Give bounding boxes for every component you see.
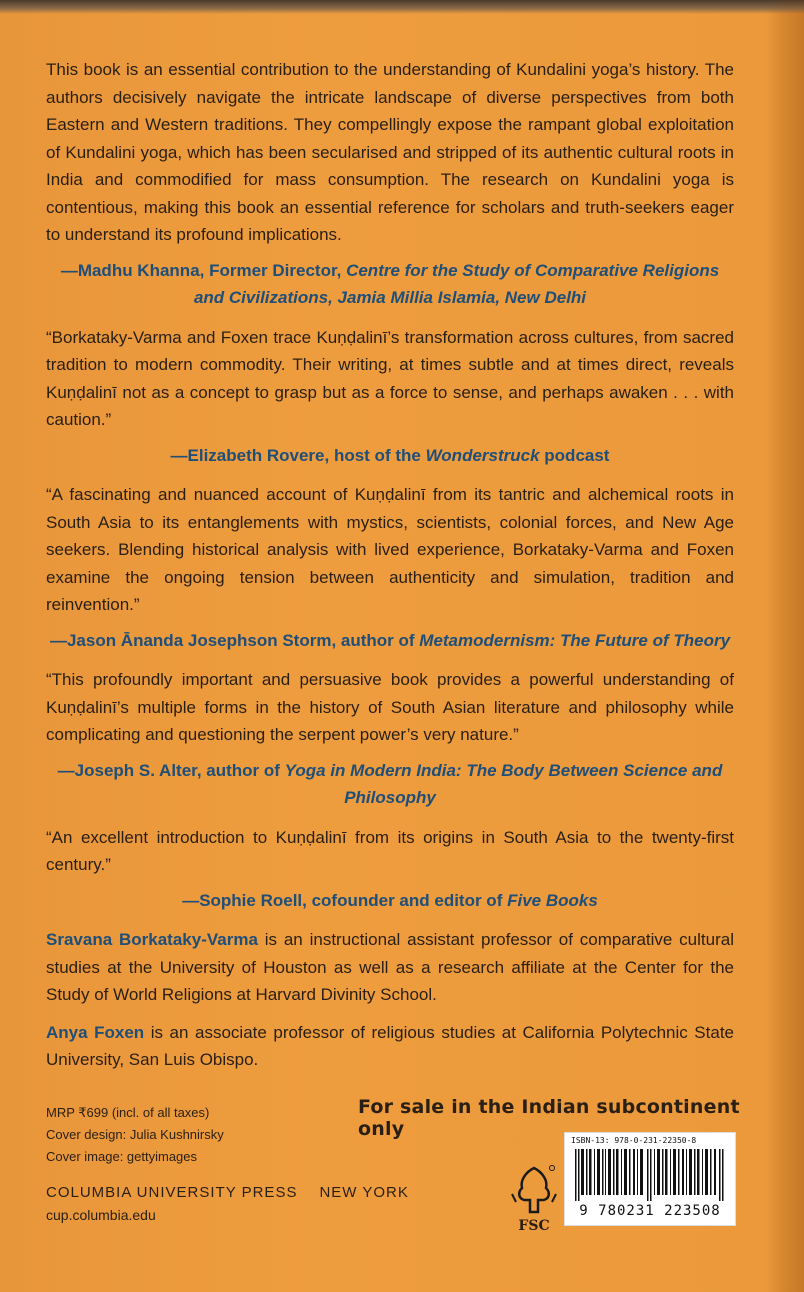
fsc-logo (508, 1162, 560, 1242)
blurb-text: “Borkataky-Varma and Foxen trace Kuṇḍalinī’s transformation across cultures, from sacred tradition to modern commodity. Their writing, at times subtle and at times direct, reveals Kuṇḍalinī not as a concept to grasp but as a force to sense, and perhaps awaken . . . with caution.” (46, 327, 734, 429)
blurb-column (46, 56, 734, 1084)
blurb-attribution: —Jason Ānanda Josephson Storm, author of Metamodernism: The Future of Theory (49, 630, 731, 650)
cover-design-credit: Cover design: Julia Kushnirsky (46, 1127, 224, 1142)
blurb-text: This book is an essential contribution to the understanding of Kundalini yoga’s history. The authors decisively navigate the intricate landscape of diverse perspectives from both Eastern and Western traditions. They compellingly expose the rampant global exploitation of Kundalini yoga, which has been secularised and stripped of its authentic cultural roots in India and commodified for mass consumption. The research on Kundalini yoga is contentious, making this book an essential reference for scholars and truth-seekers eager to understand its profound implications. (46, 60, 734, 244)
author-name: Sravana Borkataky-Varma (46, 930, 258, 949)
author-bio: Sravana Borkataky-Varma is an instructional assistant professor of comparative cultural studies at the University of Houston as well as a research affiliate at the Center for the Study of World Religions at Harvard Divinity School. (46, 930, 734, 1004)
barcode-icon (575, 1149, 727, 1201)
blurb-attribution: —Joseph S. Alter, author of Yoga in Modern India: The Body Between Science and Philosophy (57, 760, 723, 807)
publisher-name: COLUMBIA UNIVERSITY PRESS (46, 1184, 298, 1201)
author-name: Anya Foxen (46, 1022, 145, 1042)
fsc-tree-icon (508, 1162, 560, 1218)
publisher-url: cup.columbia.edu (46, 1207, 156, 1223)
blurb-attribution: —Madhu Khanna, Former Director, Centre for the Study of Comparative Religions and Civilizations, Jamia Millia Islamia, New Delhi (60, 260, 720, 307)
isbn-barcode (564, 1132, 736, 1226)
blurb-attribution: —Elizabeth Rovere, host of the Wonderstruck podcast (170, 445, 610, 465)
publisher-city: NEW YORK (319, 1184, 409, 1201)
blurb-text: “This profoundly important and persuasive book provides a powerful understanding of Kuṇḍalinī’s multiple forms in the history of South Asian literature and philosophy while complicating and questioning the serpent power’s very nature.” (46, 670, 734, 744)
author-bio: Anya Foxen is an associate professor of religious studies at California Polytechnic State University, San Luis Obispo. (46, 1022, 735, 1069)
cover-footer (46, 1096, 746, 1252)
price-label: MRP ₹699 (incl. of all taxes) (46, 1105, 210, 1120)
blurb-attribution: —Sophie Roell, cofounder and editor of Five Books (182, 890, 598, 910)
blurb-text: “A fascinating and nuanced account of Kuṇḍalinī from its tantric and alchemical roots in South Asia to its entanglements with mystics, scientists, colonial forces, and New Age seekers. Blending historical analysis with lived experience, Borkataky-Varma and Foxen examine the ongoing tension between authenticity and simulation, tradition and reinvention.” (46, 485, 734, 614)
top-edge-shadow (0, 0, 804, 14)
blurb-text: “An excellent introduction to Kuṇḍalinī from its origins in South Asia to the twenty-first century.” (46, 827, 734, 874)
barcode-number: 9 780231 223508 (579, 1203, 721, 1219)
cover-image-credit: Cover image: gettyimages (46, 1149, 198, 1164)
sale-notice: For sale in the Indian subcontinent only (358, 1096, 740, 1140)
spine-edge (768, 0, 804, 1292)
fsc-label: FSC (518, 1218, 550, 1234)
isbn-label: ISBN-13: 978-0-231-22350-8 (571, 1136, 697, 1145)
